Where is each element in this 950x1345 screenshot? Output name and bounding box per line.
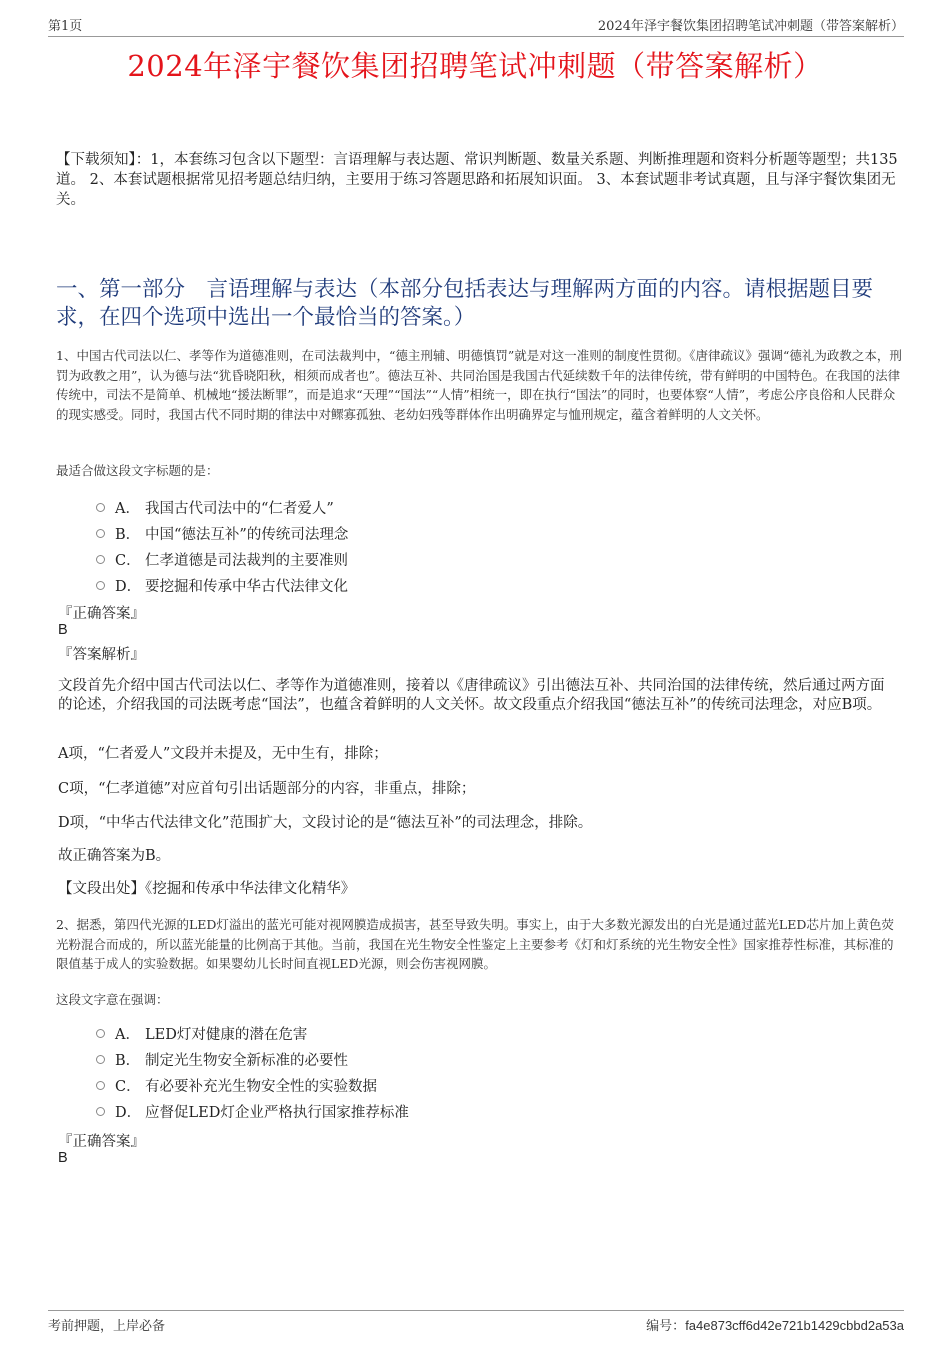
footer-slogan: 考前押题，上岸必备 — [48, 1319, 166, 1334]
radio-icon[interactable] — [96, 555, 105, 564]
analysis-paragraph: A项，“仁者爱人”文段并未提及，无中生有，排除； — [58, 746, 388, 762]
question-2-prompt: 这段文字意在强调： — [56, 992, 169, 1007]
answer-label: 『正确答案』 — [58, 606, 145, 622]
header-page-number: 第1页 — [48, 19, 83, 34]
option-b[interactable]: B． 制定光生物安全新标准的必要性 — [96, 1046, 409, 1072]
question-1-options — [96, 494, 348, 598]
page-header — [48, 14, 904, 37]
radio-icon[interactable] — [96, 1055, 105, 1064]
question-2-text: 2、据悉，第四代光源的LED灯溢出的蓝光可能对视网膜造成损害，甚至导致失明。事实上，由于大多数光源发出的白光是通过蓝光LED芯片加上黄色荧光粉混合而成的，所以蓝光能量的比例高于其他。当前，我国在光生物安全性鉴定上主要参考《灯和灯系统的光生物安全性》国家推荐性标准，其标准的限值基于成人的实验数据。如果婴幼儿长时间直视LED光源，则会伤害视网膜。 — [56, 917, 894, 972]
answer-value: B — [58, 622, 68, 638]
section-heading: 一、第一部分 言语理解与表达（本部分包括表达与理解两方面的内容。请根据题目要求，在四个选项中选出一个最恰当的答案。） — [56, 277, 874, 330]
option-c[interactable]: C． 仁孝道德是司法裁判的主要准则 — [96, 546, 348, 572]
page-title: 2024年泽宇餐饮集团招聘笔试冲刺题（带答案解析） — [127, 49, 823, 83]
page-footer — [48, 1310, 904, 1334]
header-doc-title: 2024年泽宇餐饮集团招聘笔试冲刺题（带答案解析） — [597, 19, 904, 34]
radio-icon[interactable] — [96, 503, 105, 512]
radio-icon[interactable] — [96, 581, 105, 590]
question-1-prompt: 最适合做这段文字标题的是： — [56, 463, 219, 478]
question-1-text: 1、中国古代司法以仁、孝等作为道德准则，在司法裁判中，“德主刑辅、明德慎罚”就是对这一准则的制度性贯彻。《唐律疏议》强调“德礼为政教之本，刑罚为政教之用”，认为德与法“犹昏晓阳秋，相须而成者也”。德法互补、共同治国是我国古代延续数千年的法律传统，带有鲜明的中国特色。在我国的法律传统中，司法不是简单、机械地“援法断罪”，而是追求“天理”“国法”“人情”相统一，即在执行“国法”的同时，也要体察“人情”，考虑公序良俗和人民群众的现实感受。同时，我国古代不同时期的律法中对鳏寡孤独、老幼妇残等群体作出明确界定与恤刑规定，蕴含着鲜明的人文关怀。 — [56, 348, 902, 422]
analysis-paragraph: C项，“仁孝道德”对应首句引出话题部分的内容，非重点，排除； — [58, 781, 476, 797]
option-b[interactable]: B． 中国“德法互补”的传统司法理念 — [96, 520, 348, 546]
answer-value: B — [58, 1150, 68, 1166]
analysis-paragraph: 文段首先介绍中国古代司法以仁、孝等作为道德准则，接着以《唐律疏议》引出德法互补、共同治国的法律传统，然后通过两方面的论述，介绍我国的司法既考虑“国法”，也蕴含着鲜明的人文关怀。故文段重点介绍我国“德法互补”的传统司法理念，对应B项。 — [58, 678, 885, 713]
radio-icon[interactable] — [96, 529, 105, 538]
analysis-paragraph: D项，“中华古代法律文化”范围扩大，文段讨论的是“德法互补”的司法理念，排除。 — [58, 815, 593, 831]
option-d[interactable]: D． 应督促LED灯企业严格执行国家推荐标准 — [96, 1098, 409, 1124]
answer-label: 『正确答案』 — [58, 1134, 145, 1150]
radio-icon[interactable] — [96, 1029, 105, 1038]
analysis-label: 『答案解析』 — [58, 647, 145, 663]
download-notice: 【下载须知】：1，本套练习包含以下题型：言语理解与表达题、常识判断题、数量关系题、判断推理题和资料分析题等题型；共135道。 2、本套试题根据常见招考题总结归纳，主要用于练习答题思路和拓展知识面。 3、本套试题非考试真题，且与泽宇餐饮集团无关。 — [56, 152, 898, 208]
footer-code: 编号：fa4e873cff6d42e721b1429cbbd2a53a — [646, 1318, 904, 1334]
source-citation: 【文段出处】《挖掘和传承中华法律文化精华》 — [58, 881, 356, 897]
option-a[interactable]: A． LED灯对健康的潜在危害 — [96, 1020, 409, 1046]
option-d[interactable]: D． 要挖掘和传承中华古代法律文化 — [96, 572, 348, 598]
radio-icon[interactable] — [96, 1107, 105, 1116]
option-c[interactable]: C． 有必要补充光生物安全性的实验数据 — [96, 1072, 409, 1098]
question-2-options — [96, 1020, 409, 1124]
option-a[interactable]: A． 我国古代司法中的“仁者爱人” — [96, 494, 348, 520]
radio-icon[interactable] — [96, 1081, 105, 1090]
analysis-conclusion: 故正确答案为B。 — [58, 848, 171, 864]
